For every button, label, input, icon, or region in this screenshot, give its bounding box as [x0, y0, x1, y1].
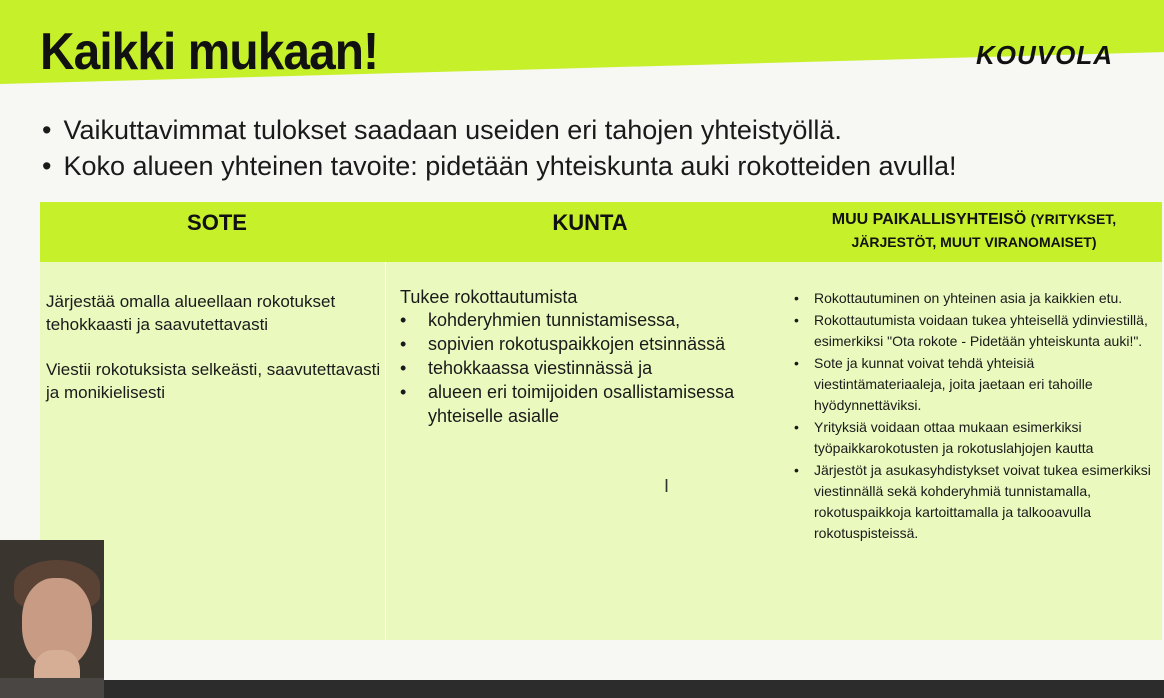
column-muu — [786, 262, 1162, 640]
responsibility-table — [40, 202, 1162, 640]
sote-text: Järjestää omalla alueellaan rokotukset tehokkaasti ja saavutettavasti — [46, 292, 336, 334]
list-item: • tehokkaassa viestinnässä ja — [400, 358, 653, 378]
bullet-item: • Vaikuttavimmat tulokset saadaan useiden eri tahojen yhteistyöllä. — [42, 112, 957, 148]
list-item: • alueen eri toimijoiden osallistamisessa yhteiselle asialle — [400, 382, 735, 426]
table-header — [40, 202, 1162, 262]
header-muu-sub2: JÄRJESTÖT, MUUT VIRANOMAISET) — [851, 234, 1097, 250]
header-kunta: KUNTA — [552, 210, 628, 235]
kunta-list — [400, 308, 786, 428]
header-muu-main: MUU PAIKALLISYHTEISÖ — [831, 211, 1027, 228]
list-item: • Yrityksiä voidaan ottaa mukaan esimerkiksi työpaikkarokotusten ja rokotuslahjojen kautta — [794, 419, 1094, 456]
bullet-item: • Koko alueen yhteinen tavoite: pidetään yhteiskunta auki rokotteiden avulla! — [42, 148, 957, 184]
bottom-bar — [0, 680, 1164, 698]
list-item: • Rokottautuminen on yhteinen asia ja kaikkien etu. — [794, 290, 1123, 306]
webcam-shirt — [0, 678, 104, 698]
intro-bullets — [42, 112, 957, 184]
list-item: • kohderyhmien tunnistamisessa, — [400, 310, 681, 330]
header-sote: SOTE — [187, 210, 247, 235]
header-muu-sub1: (YRITYKSET, — [1030, 211, 1117, 227]
text-cursor-icon: I — [664, 476, 670, 496]
column-kunta — [394, 262, 786, 640]
kouvola-logo: KOUVOLA — [976, 40, 1113, 70]
list-item: • Sote ja kunnat voivat tehdä yhteisiä viestintämateriaaleja, joita jaetaan eri tahoille hyödynnettäviksi. — [794, 355, 1093, 413]
sote-text: Viestii rokotuksista selkeästi, saavutettavasti ja monikielisesti — [46, 360, 381, 402]
list-item: • Rokottautumista voidaan tukea yhteisellä ydinviestillä, esimerkiksi "Ota rokote - Pidetään yhteiskunta auki!". — [794, 312, 1148, 349]
webcam-feed — [0, 540, 104, 698]
list-item: • sopivien rokotuspaikkojen etsinnässä — [400, 334, 726, 354]
header-muu — [786, 208, 1162, 268]
kunta-intro: Tukee rokottautumista — [400, 287, 578, 307]
muu-list — [786, 288, 1162, 544]
list-item: • Järjestöt ja asukasyhdistykset voivat tukea esimerkiksi viestinnällä sekä kohderyhmiä tunnistamalla, rokotuspaikkoja kartoittamalla ja talkooavulla rokotuspisteissä. — [794, 462, 1151, 541]
slide-title: Kaikki mukaan! — [40, 23, 379, 81]
